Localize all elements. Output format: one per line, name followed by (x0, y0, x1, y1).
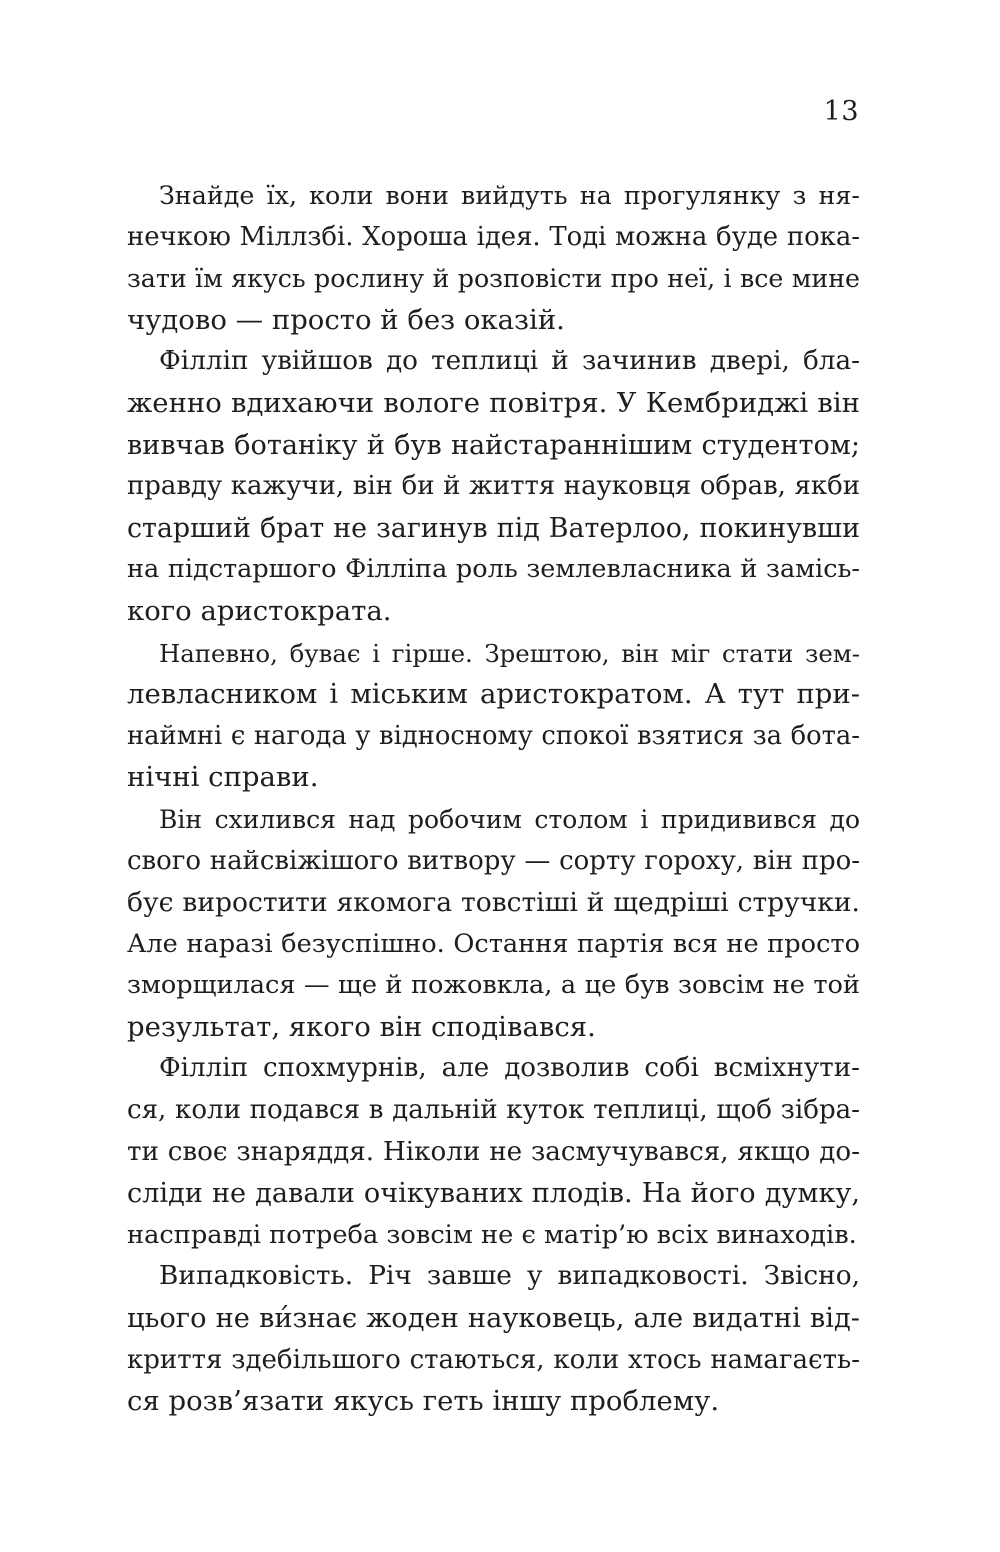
text-line: сліди не давали очікуваних плодів. На його думку, (127, 1178, 860, 1210)
text-line: Але наразі безуспішно. Остання партія вся не просто (127, 928, 860, 959)
text-line: правду кажучи, він би й життя науковця обрав, якби (127, 471, 860, 502)
text-line: на підстаршого Філліпа роль землевласника й замісь- (127, 554, 860, 585)
text-line: наймні є нагода у відносному спокої взятися за бота- (127, 720, 860, 751)
text-line: бує виростити якомога товстіші й щедріші стручки. (127, 887, 860, 919)
paragraph (127, 633, 860, 799)
text-line: результат, якого він сподівався. (127, 1010, 596, 1043)
text-line: криття здебільшого стаються, коли хтось намагаєть- (127, 1344, 860, 1375)
text-line: женно вдихаючи вологе повітря. У Кембриджі він (127, 386, 860, 419)
paragraph (127, 341, 860, 632)
paragraph (127, 799, 860, 1049)
text-line: Випадковість. Річ завше у випадковості. Звісно, (159, 1261, 860, 1292)
text-line: ти своє знаряддя. Ніколи не засмучувався, якщо до- (127, 1136, 860, 1167)
text-line: Він схилився над робочим столом і придивився до (159, 804, 860, 834)
paragraph (127, 1256, 860, 1422)
paragraph (127, 1048, 860, 1256)
paragraph (127, 175, 860, 341)
text-line: Напевно, буває і гірше. Зрештою, він міг стати зем- (159, 638, 860, 668)
text-line: левласником і міським аристократом. А тут при- (127, 678, 860, 711)
text-line: ся, коли подався в дальній куток теплиці, щоб зібра- (127, 1095, 860, 1126)
text-line: Філліп спохмурнів, але дозволив собі всміхнути- (159, 1053, 860, 1084)
text-line: ся розв’язати якусь геть іншу проблему. (127, 1385, 720, 1418)
text-line: кого аристократа. (127, 594, 392, 627)
text-line: Філліп увійшов до теплиці й зачинив двері, бла- (159, 346, 860, 377)
text-line: свого найсвіжішого витвору — сорту гороху, він про- (127, 845, 860, 876)
text-line: чудово — просто й без оказій. (127, 303, 565, 336)
text-line: нічні справи. (127, 761, 319, 794)
body-text (127, 175, 860, 1423)
text-line: цього не ви́знає жоден науковець, але видатні від- (127, 1303, 860, 1335)
text-line: нечкою Міллзбі. Хороша ідея. Тоді можна буде пока- (127, 221, 860, 252)
text-line: Знайде їх, коли вони вийдуть на прогулянку з ня- (159, 180, 860, 210)
text-line: старший брат не загинув під Ватерлоо, покинувши (127, 512, 860, 544)
page-number: 13 (823, 96, 859, 127)
text-line: зати їм якусь рослину й розповісти про неї, і все мине (127, 264, 860, 294)
text-line: насправді потреба зовсім не є матір’ю всіх винаходів. (127, 1219, 857, 1250)
text-line: вивчав ботаніку й був найстараннішим студентом; (127, 429, 860, 461)
text-line: зморщилася — ще й пожовкла, а це був зовсім не той (127, 970, 860, 1001)
